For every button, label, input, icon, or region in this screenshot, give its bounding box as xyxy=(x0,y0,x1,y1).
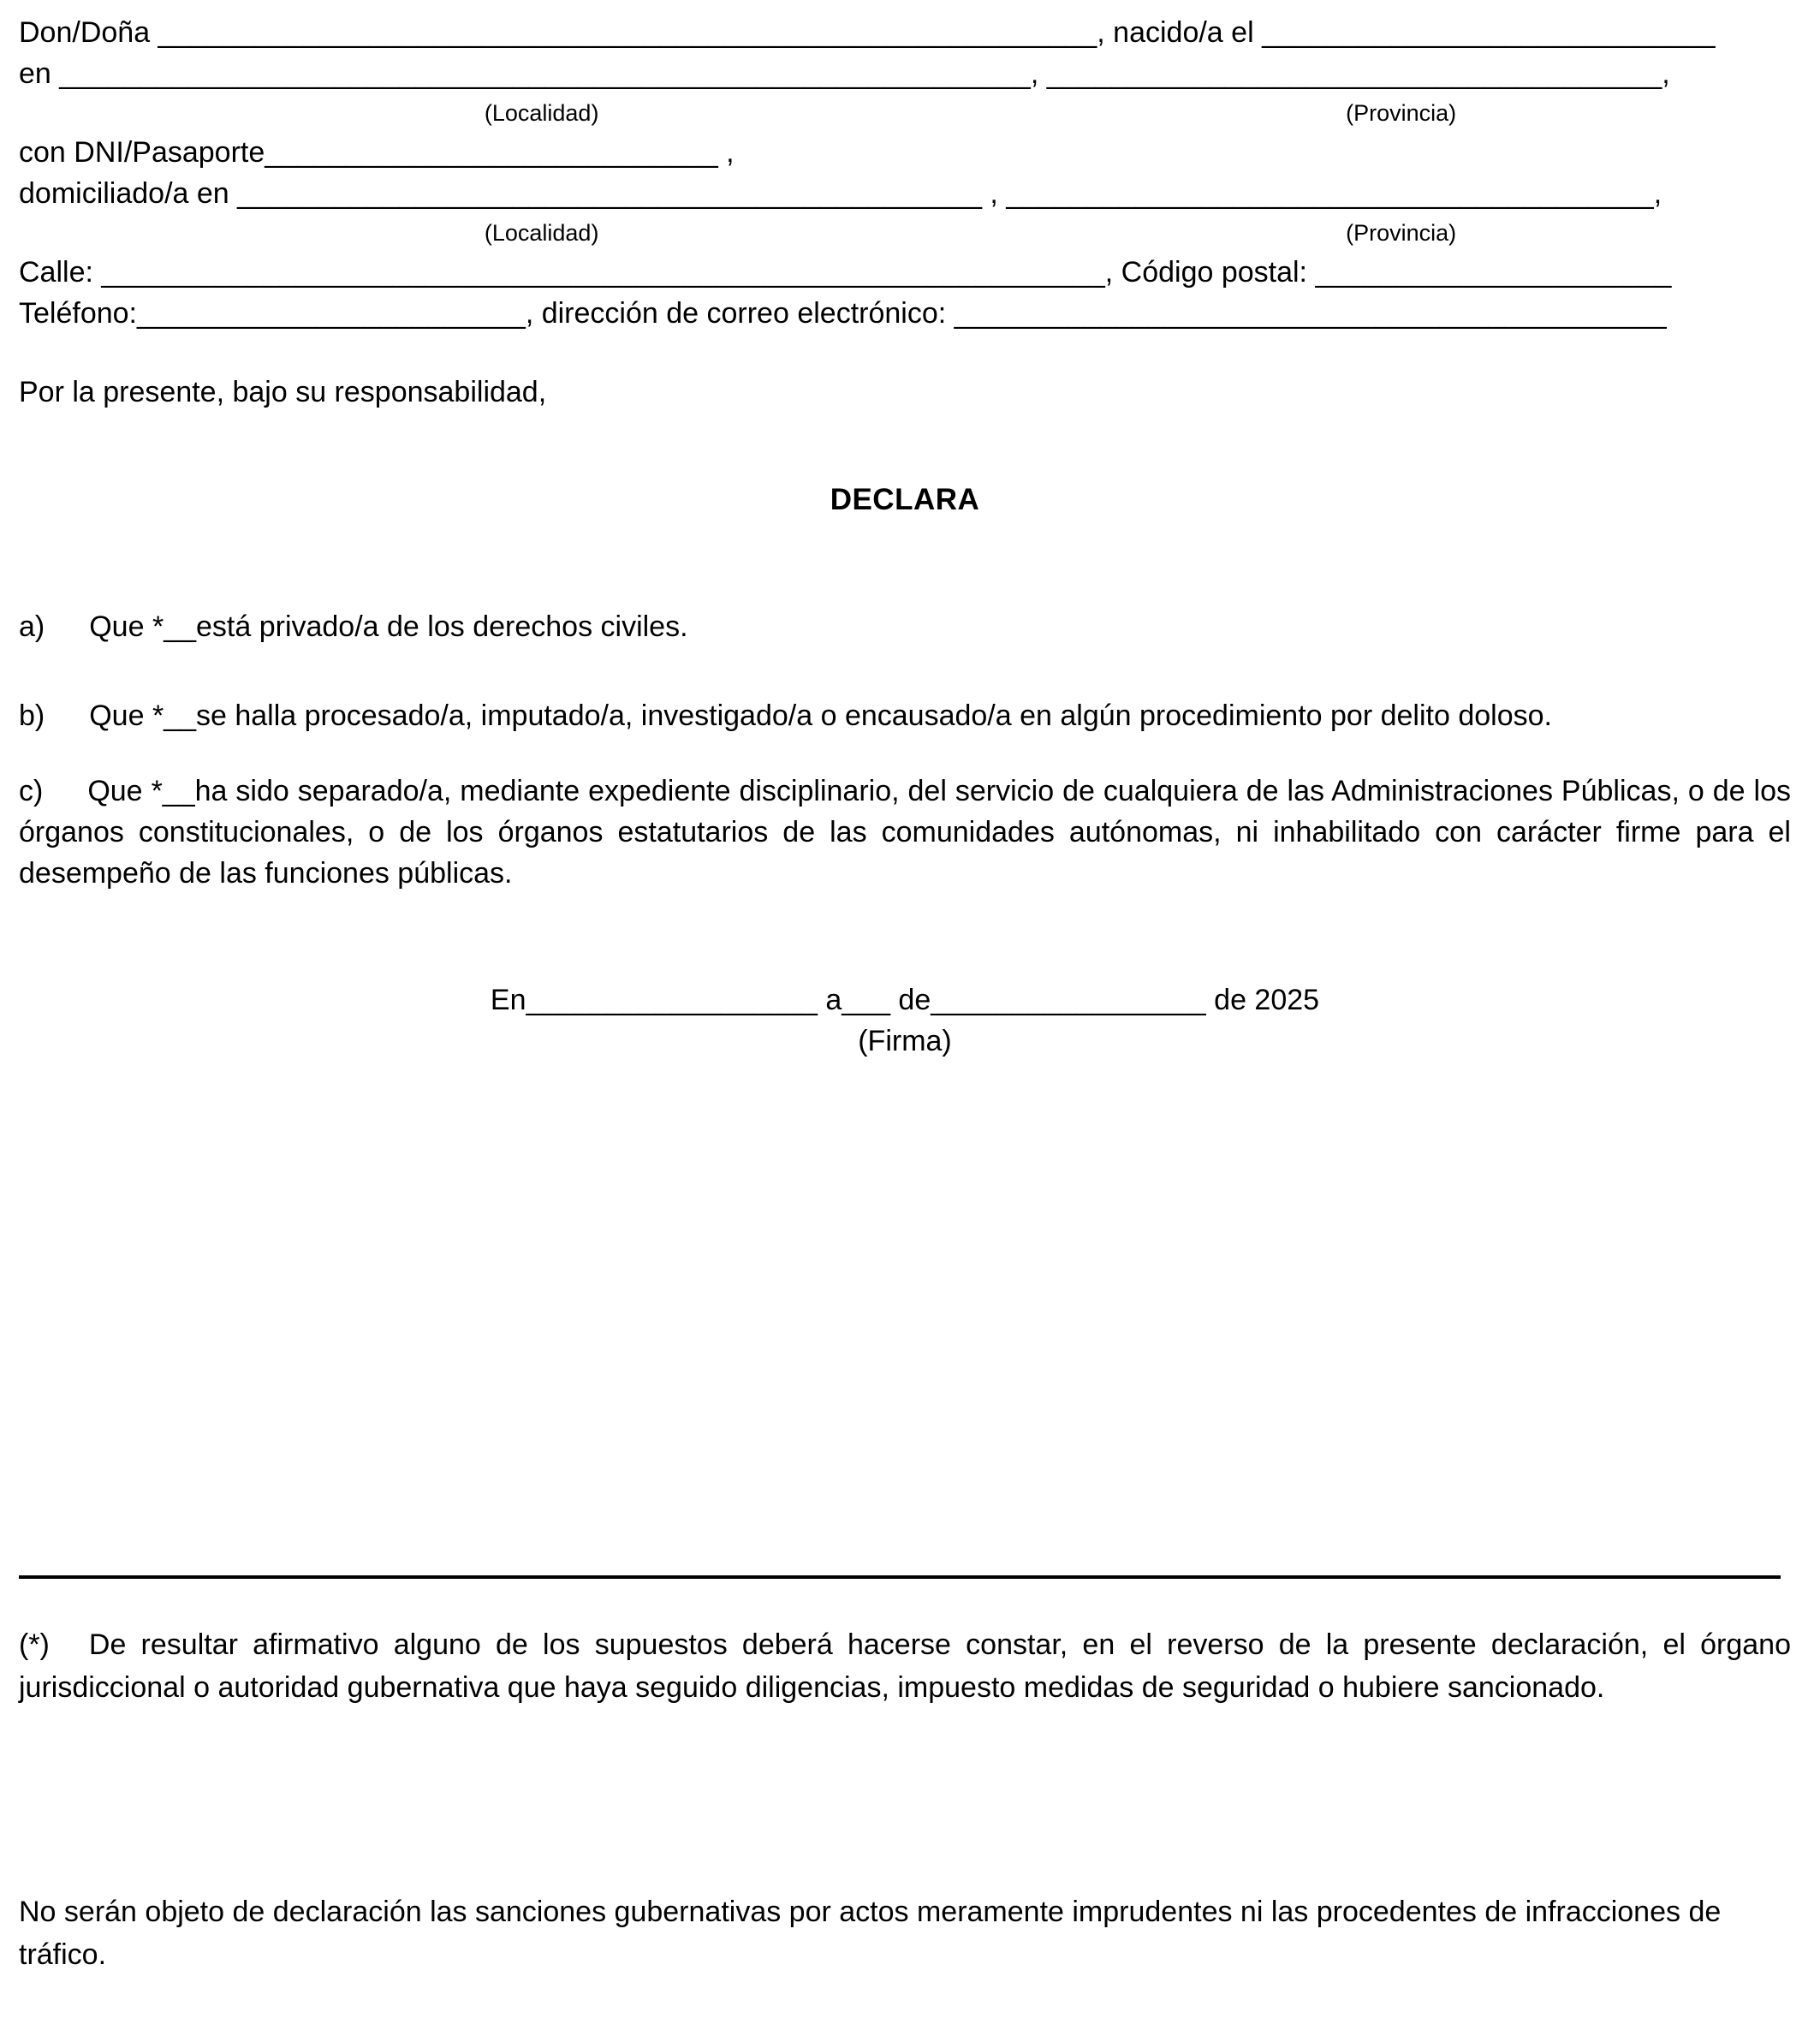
street-blank: ______________________________________________________________ xyxy=(101,256,1105,289)
caption-localidad: (Localidad) xyxy=(484,220,599,246)
label-nacido-el: , nacido/a el xyxy=(1097,16,1263,49)
label-calle: Calle: xyxy=(19,256,102,289)
declaration-item-c xyxy=(19,771,1791,894)
separator-rule xyxy=(19,1575,1781,1579)
label-email: , dirección de correo electrónico: xyxy=(525,297,955,330)
trailing-comma: , xyxy=(1662,57,1670,90)
caption-localidad: (Localidad) xyxy=(484,100,599,126)
item-b-text: Que *__se halla procesado/a, imputado/a, investigado/a o encausado/a en algún procedimiento por delito doloso. xyxy=(89,699,1552,732)
item-a-marker: a) xyxy=(19,610,45,643)
declara-heading: DECLARA xyxy=(830,483,980,516)
trailing-comma: , xyxy=(1653,177,1662,210)
field-line-phone-email xyxy=(19,293,1791,334)
residence-locality-blank: ______________________________________________ xyxy=(237,177,982,210)
field-line-dni xyxy=(19,132,1791,173)
birthdate-blank: ____________________________ xyxy=(1262,16,1716,49)
caption-provincia: (Provincia) xyxy=(1346,100,1457,126)
footnote-marker: (*) xyxy=(19,1628,50,1661)
birth-locality-blank: ____________________________________________________________ xyxy=(59,57,1031,90)
signature-place-blank: __________________ xyxy=(526,984,818,1016)
item-a-text: Que *__está privado/a de los derechos civiles. xyxy=(89,610,688,643)
item-c-text: Que *__ha sido separado/a, mediante expediente disciplinario, del servicio de cualquiera de las Administraciones Públicas, o de los órganos constitucionales, o de los órganos estatutarios de las comunidades autónomas, ni inhabilitado con carácter firme para el desempeño de las funciones públicas. xyxy=(19,775,1791,890)
label-a-day: a xyxy=(817,984,842,1016)
label-codigo-postal: , Código postal: xyxy=(1104,256,1316,289)
birthplace-captions-row xyxy=(19,94,1791,132)
separator-comma: , xyxy=(981,177,1007,210)
firma-caption: (Firma) xyxy=(858,1025,952,1057)
signature-date-line xyxy=(19,979,1791,1021)
email-blank: ____________________________________________ xyxy=(954,297,1667,330)
label-telefono: Teléfono: xyxy=(19,297,137,330)
separator-comma: , xyxy=(1030,57,1047,90)
dni-blank: ____________________________ xyxy=(265,136,718,169)
label-de-year: de 2025 xyxy=(1205,984,1320,1016)
label-en: en xyxy=(19,57,60,90)
label-domiciliado: domiciliado/a en xyxy=(19,177,238,210)
caption-provincia: (Provincia) xyxy=(1346,220,1457,246)
label-de-month: de xyxy=(889,984,931,1016)
declaration-item-b xyxy=(19,695,1791,736)
label-dni-pasaporte: con DNI/Pasaporte xyxy=(19,136,265,169)
phone-blank: ________________________ xyxy=(137,297,526,330)
postal-code-blank: ______________________ xyxy=(1315,256,1672,289)
declaration-item-a xyxy=(19,606,1791,647)
item-c-marker: c) xyxy=(19,775,44,807)
footnote-text: De resultar afirmativo alguno de los supuestos deberá hacerse constar, en el reverso de la presente declaración, el órgano jurisdiccional o autoridad gubernativa que haya seguido diligencias, impuesto medidas de seguridad o hubiere sancionado. xyxy=(19,1628,1791,1704)
signature-day-blank: ___ xyxy=(842,984,890,1016)
residence-province-blank: ________________________________________ xyxy=(1006,177,1654,210)
field-line-residence xyxy=(19,173,1791,214)
signature-block xyxy=(19,979,1791,1062)
residence-captions-row xyxy=(19,214,1791,252)
field-line-street-postal xyxy=(19,252,1791,293)
birth-province-blank: ______________________________________ xyxy=(1046,57,1662,90)
label-don-dona: Don/Doña xyxy=(19,16,158,49)
name-blank: __________________________________________________________ xyxy=(158,16,1097,49)
intro-statement: Por la presente, bajo su responsabilidad, xyxy=(19,376,547,408)
field-line-name-birthdate xyxy=(19,12,1791,53)
final-note-paragraph: No serán objeto de declaración las sanciones gubernativas por actos meramente imprudentes ni las procedentes de infracciones de tráfico. xyxy=(19,1896,1722,1971)
field-line-birthplace xyxy=(19,53,1791,94)
trailing-comma: , xyxy=(717,136,735,169)
item-b-marker: b) xyxy=(19,699,45,732)
footnote-paragraph xyxy=(19,1623,1791,1709)
label-en-place: En xyxy=(490,984,526,1016)
signature-month-blank: _________________ xyxy=(931,984,1206,1016)
